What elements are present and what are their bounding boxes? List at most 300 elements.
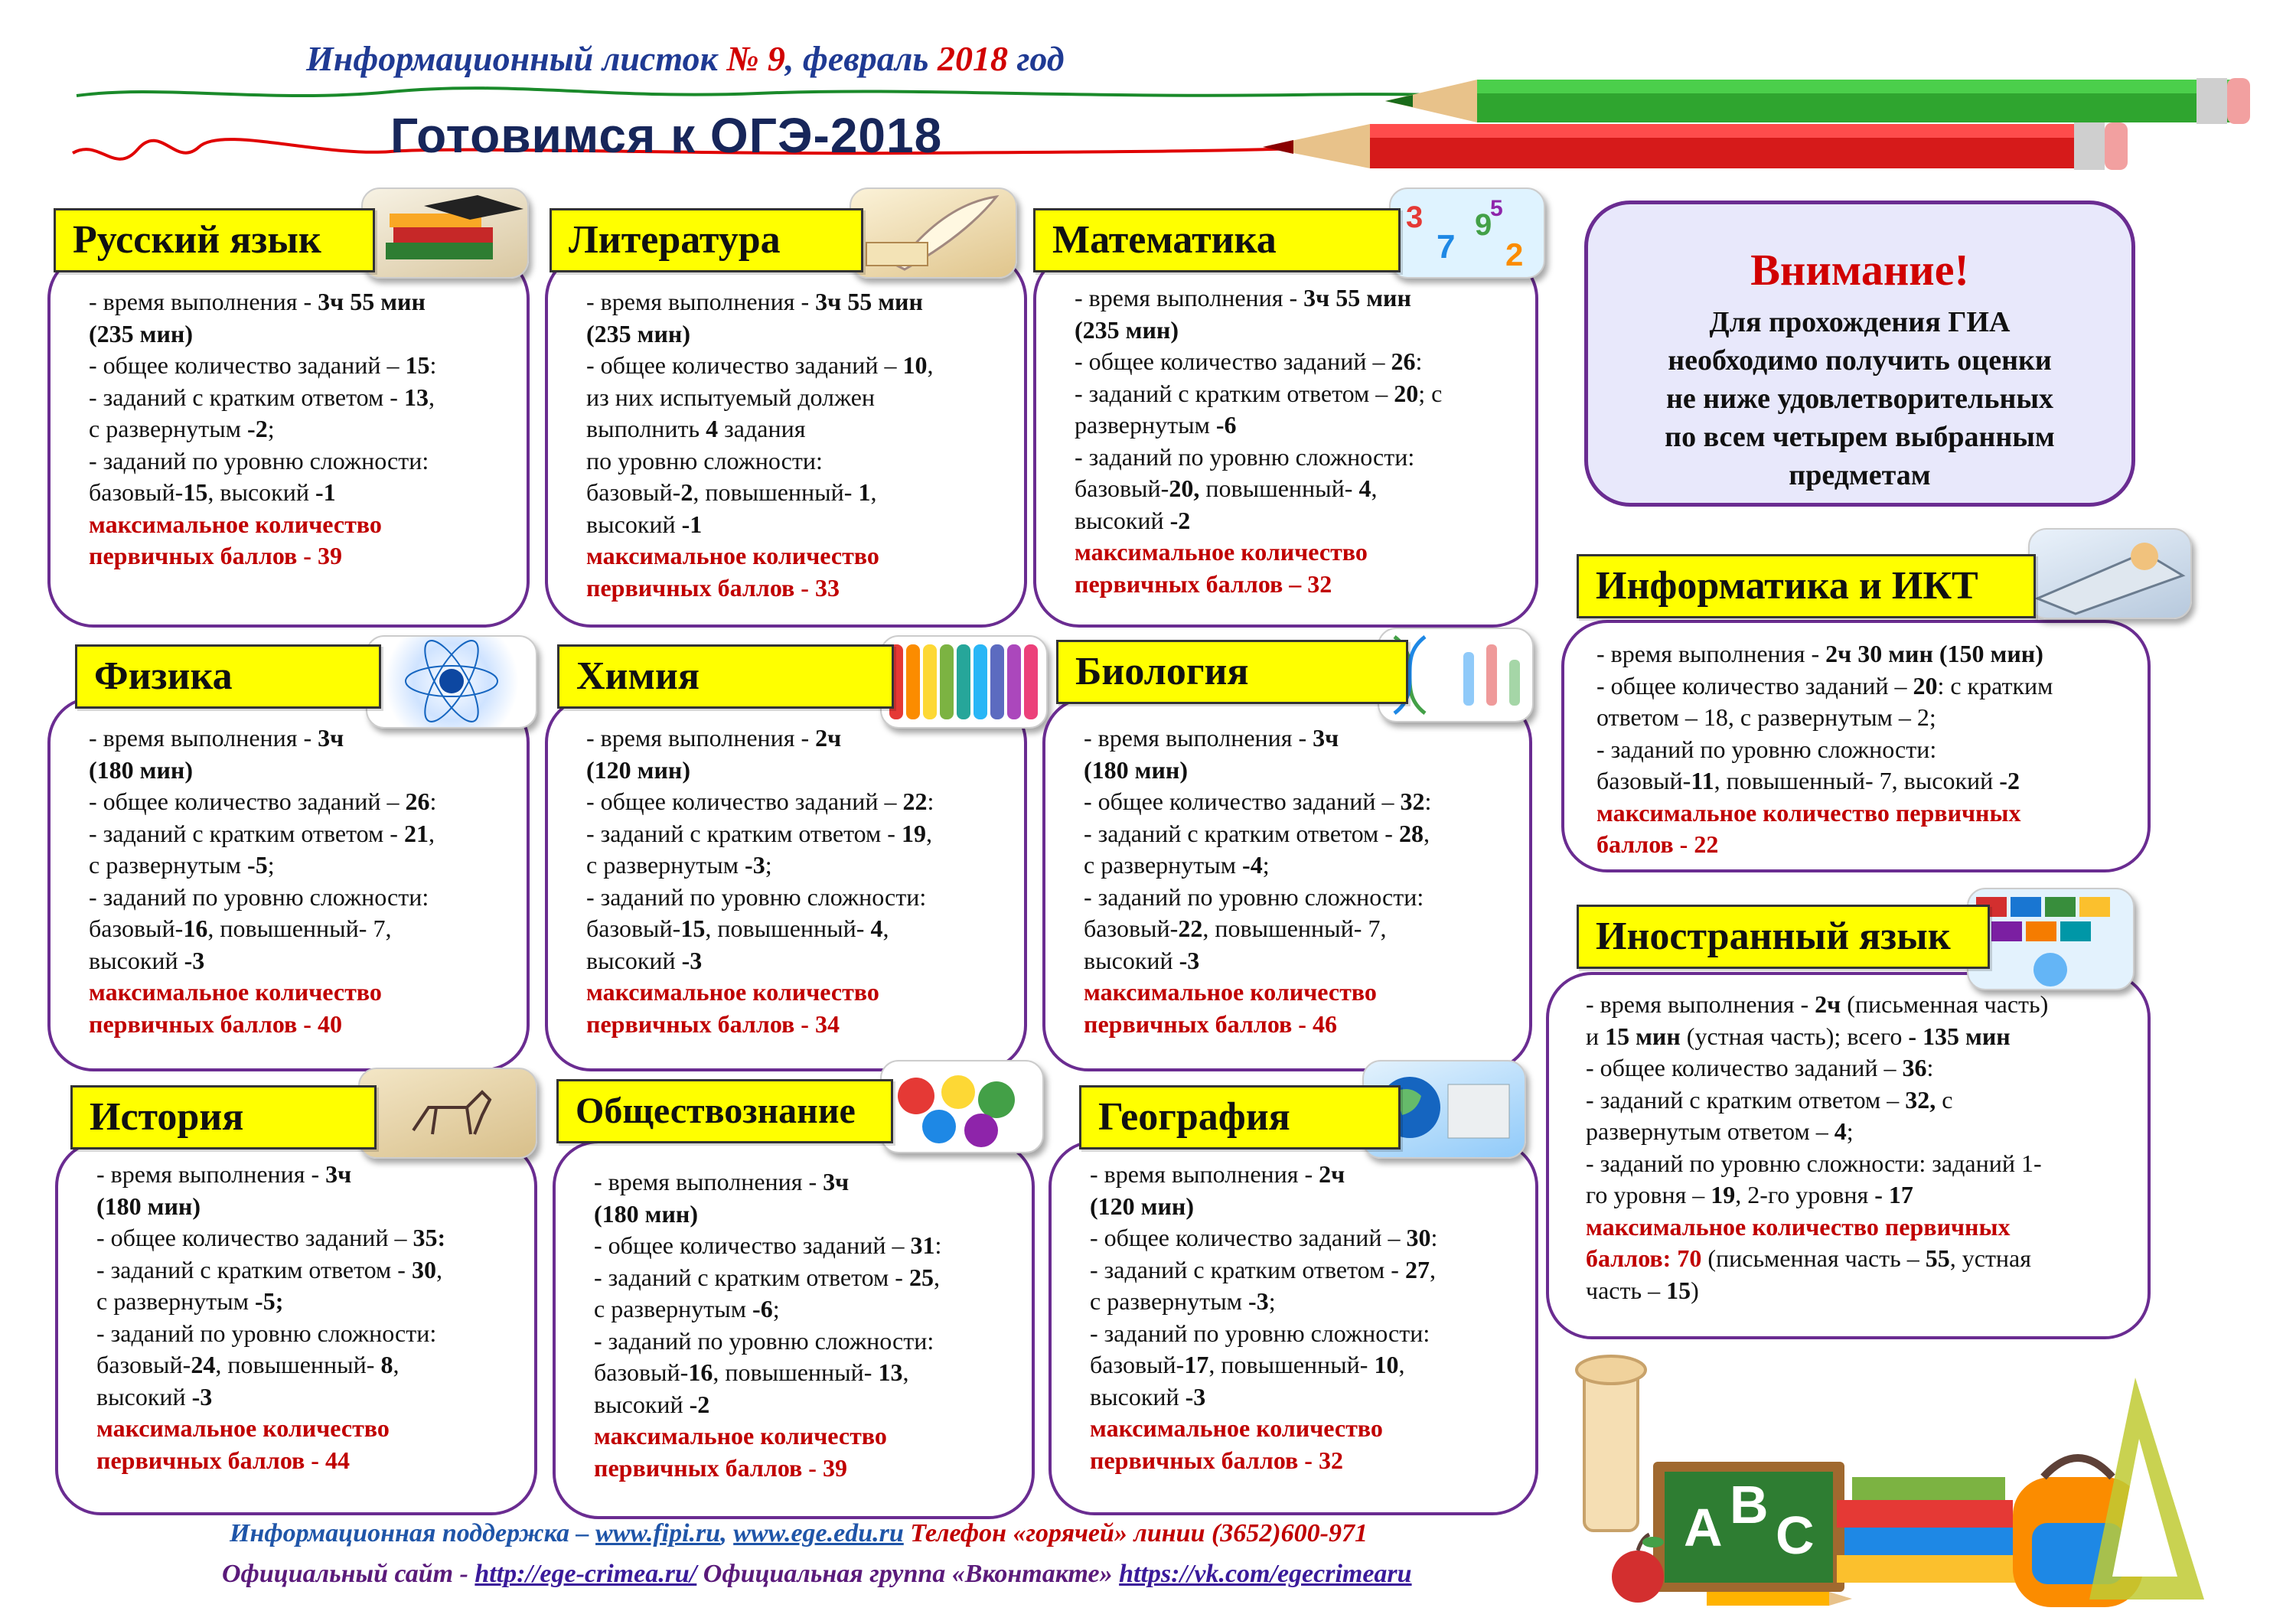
- card-line: [594, 1230, 1009, 1262]
- card-line: [1090, 1318, 1512, 1350]
- footer-support-line: Информационная поддержка – www.fipi.ru, www.ege.edu.ru Телефон «горячей» линии (3652)600-971: [230, 1519, 1368, 1547]
- card-text: -2: [689, 1390, 710, 1418]
- card-line: [89, 477, 504, 509]
- card-informatics: [1561, 620, 2151, 872]
- card-text: - заданий по уровню сложности:: [1084, 882, 1424, 911]
- card-text: -2: [247, 415, 268, 442]
- card-text: (120 мин): [586, 755, 690, 784]
- card-line: [1075, 282, 1512, 315]
- card-text: ,: [870, 478, 877, 506]
- card-text: -4: [1242, 851, 1263, 879]
- card-text: повышенный-: [1199, 474, 1359, 502]
- card-text: ;: [765, 851, 772, 879]
- card-text: 16: [688, 1358, 713, 1386]
- link-ege-edu[interactable]: www.ege.edu.ru: [733, 1519, 904, 1547]
- card-social: [553, 1140, 1035, 1519]
- card-text: часть –: [1586, 1276, 1667, 1304]
- card-text: базовый-: [96, 1351, 191, 1378]
- card-line: [1586, 1116, 2125, 1148]
- card-text: -1: [681, 510, 703, 538]
- card-line: [594, 1453, 1009, 1485]
- card-line: [586, 382, 1001, 414]
- card-line: [586, 477, 1001, 509]
- card-text: - 17: [1874, 1181, 1913, 1208]
- card-line: [1075, 536, 1512, 569]
- card-text: 13: [403, 383, 429, 411]
- card-line: [586, 286, 1001, 318]
- card-text: 19: [1711, 1181, 1736, 1208]
- card-text: , повышенный-: [713, 1358, 879, 1386]
- max-score-text: первичных баллов - 46: [1084, 1009, 1337, 1038]
- card-line: [586, 755, 1001, 787]
- card-text: 8: [380, 1351, 393, 1378]
- card-text: - время выполнения -: [89, 724, 318, 752]
- card-text: задания: [718, 415, 806, 442]
- card-text: -6: [1215, 411, 1237, 439]
- atom-icon: [366, 635, 537, 729]
- card-text: -2: [1169, 506, 1191, 534]
- card-text: высокий: [89, 946, 184, 974]
- card-text: базовый-: [1090, 1351, 1185, 1378]
- card-text: , повышенный-: [705, 915, 871, 942]
- tab-physics: Физика: [75, 644, 381, 709]
- card-line: [89, 977, 504, 1009]
- scroll-icon: [1577, 1356, 1645, 1531]
- card-text: ;: [1262, 851, 1270, 879]
- card-text: ): [1691, 1276, 1699, 1304]
- card-line: [1090, 1159, 1512, 1191]
- card-text: - общее количество заданий –: [1586, 1054, 1903, 1081]
- card-text: :: [1926, 1054, 1934, 1081]
- max-score-text: максимальное количество: [96, 1414, 390, 1442]
- card-line: [96, 1413, 511, 1445]
- card-text: - время выполнения -: [1090, 1160, 1319, 1188]
- max-score-text: максимальное количество: [586, 542, 879, 569]
- card-text: 17: [1184, 1351, 1209, 1378]
- tab-math: Математика: [1033, 208, 1401, 272]
- max-score-text: первичных баллов - 39: [594, 1453, 847, 1482]
- card-text: 26: [1391, 347, 1416, 375]
- card-text: 32: [1400, 788, 1425, 815]
- card-line: [594, 1357, 1009, 1389]
- card-line: [1075, 409, 1512, 442]
- card-text: 4: [1358, 474, 1371, 502]
- card-math-body: [1075, 282, 1512, 600]
- keyboard-icon: [2028, 528, 2192, 619]
- card-line: [1596, 797, 2125, 830]
- card-line: [594, 1293, 1009, 1326]
- card-text: (180 мин): [96, 1192, 201, 1220]
- card-text: , высокий: [207, 478, 315, 506]
- card-text: - общее количество заданий –: [96, 1224, 413, 1251]
- card-text: с развернутым: [1090, 1287, 1249, 1315]
- card-line: [586, 850, 1001, 882]
- card-line: [1090, 1413, 1512, 1445]
- card-text: 4: [1834, 1117, 1847, 1145]
- attention-box: [1584, 201, 2135, 507]
- card-text: базовый-: [1075, 474, 1169, 502]
- card-text: 32,: [1905, 1085, 1936, 1114]
- card-text: с развернутым: [1084, 851, 1243, 879]
- card-line: [89, 509, 504, 541]
- card-text: ;: [1846, 1117, 1854, 1145]
- card-text: 21: [403, 819, 429, 847]
- svg-text:3: 3: [1406, 201, 1424, 234]
- card-text: базовый-: [586, 478, 681, 506]
- card-line: [594, 1389, 1009, 1421]
- card-line: [1084, 913, 1506, 945]
- max-score-text: первичных баллов - 44: [96, 1446, 350, 1474]
- card-text: 35:: [413, 1224, 446, 1251]
- card-text: -3: [1185, 1382, 1206, 1410]
- tab-history: История: [70, 1085, 377, 1150]
- card-line: [1075, 505, 1512, 537]
- card-text: 2: [680, 478, 693, 506]
- card-line: [1084, 945, 1506, 977]
- max-score-text: максимальное количество: [1090, 1414, 1383, 1442]
- tab-russian: Русский язык: [54, 208, 375, 272]
- card-biology-body: [1084, 722, 1506, 1040]
- card-text: высокий: [96, 1382, 192, 1410]
- card-text: 55: [1925, 1244, 1950, 1272]
- card-text: - заданий по уровню сложности:: [594, 1326, 934, 1355]
- card-text: - общее количество заданий –: [594, 1231, 911, 1259]
- max-score-text: максимальное количество: [586, 978, 879, 1006]
- card-text: - заданий по уровню сложности:: [89, 446, 429, 474]
- card-line: [1084, 722, 1506, 755]
- link-official-site[interactable]: http://ege-crimea.ru/: [475, 1560, 697, 1588]
- card-text: 31: [910, 1231, 935, 1259]
- card-line: [96, 1159, 511, 1191]
- card-literature-body: [586, 286, 1001, 604]
- tab-literature: Литература: [550, 208, 863, 272]
- card-text: базовый-: [89, 915, 184, 942]
- pencil-icon: [1707, 1592, 1852, 1606]
- card-text: 20,: [1169, 474, 1200, 502]
- card-line: [1084, 818, 1506, 850]
- card-text: ,: [428, 819, 435, 847]
- card-text: -2: [1999, 767, 2020, 794]
- link-vk-group[interactable]: https://vk.com/egecrimearu: [1119, 1560, 1412, 1588]
- card-text: -3: [1179, 946, 1200, 974]
- card-text: ,: [435, 1255, 442, 1283]
- card-text: (235 мин): [1075, 315, 1179, 344]
- max-score-text: баллов: 70: [1586, 1244, 1702, 1272]
- tab-informatics: Информатика и ИКТ: [1577, 554, 2036, 618]
- card-text: :: [934, 1231, 942, 1259]
- tab-geography: География: [1079, 1085, 1401, 1150]
- card-line: [1084, 977, 1506, 1009]
- card-chemistry: [545, 696, 1027, 1071]
- card-text: - общее количество заданий –: [1596, 671, 1913, 699]
- card-line: [586, 913, 1001, 945]
- card-text: высокий: [1090, 1382, 1186, 1410]
- footer-site-line: Официальный сайт - http://ege-crimea.ru/ Официальная группа «Вконтакте» https://vk.com/egecrimearu: [222, 1560, 1412, 1588]
- card-line: [586, 318, 1001, 351]
- card-line: [1596, 638, 2125, 670]
- card-text: : с кратким: [1937, 671, 2053, 699]
- card-line: [96, 1222, 511, 1254]
- card-russian-body: [89, 286, 504, 572]
- card-text: 13: [878, 1358, 903, 1386]
- card-line: [586, 350, 1001, 382]
- max-score-text: максимальное количество: [89, 978, 382, 1006]
- card-text: , повышенный-: [215, 1351, 381, 1378]
- card-line: [89, 1009, 504, 1041]
- card-line: [1586, 989, 2125, 1021]
- card-text: с развернутым: [594, 1295, 753, 1322]
- card-text: - время выполнения -: [1586, 990, 1815, 1018]
- card-text: , повышенный- 7,: [1202, 915, 1387, 942]
- card-line: [1596, 670, 2125, 703]
- card-text: (письменная часть –: [1701, 1244, 1926, 1272]
- card-line: [1586, 1084, 2125, 1117]
- card-line: [586, 1009, 1001, 1041]
- card-text: высокий: [594, 1390, 690, 1418]
- card-line: [89, 945, 504, 977]
- card-text: (устная часть); всего: [1680, 1022, 1909, 1050]
- card-line: [89, 850, 504, 882]
- card-history-body: [96, 1159, 511, 1476]
- card-text: 3ч 55 мин: [815, 288, 923, 315]
- card-text: - время выполнения -: [594, 1168, 823, 1195]
- card-text: ;: [267, 415, 275, 442]
- card-text: го уровня –: [1586, 1181, 1711, 1208]
- ancient-drawing-icon: [358, 1068, 537, 1159]
- card-line: [89, 413, 504, 445]
- card-text: -5: [247, 851, 268, 879]
- board-letter-b: B: [1730, 1475, 1769, 1534]
- attention-text: Для прохождения ГИА необходимо получить оценки не ниже удовлетворительных по всем четырем выбранным предметам: [1665, 306, 2055, 491]
- card-line: [594, 1166, 1009, 1198]
- card-text: - время выполнения -: [89, 288, 318, 315]
- apple-icon: [1612, 1534, 1664, 1603]
- card-text: 30: [1406, 1224, 1431, 1251]
- card-text: ,: [393, 1351, 400, 1378]
- issue-line: Информационный листок № 9, февраль 2018 год: [306, 39, 1065, 78]
- svg-text:2: 2: [1505, 236, 1524, 272]
- card-text: - заданий по уровню сложности:: [89, 882, 429, 911]
- card-text: - заданий по уровню сложности:: [1090, 1319, 1430, 1347]
- card-text: - время выполнения -: [1596, 640, 1826, 667]
- card-text: - заданий с кратким ответом -: [96, 1255, 412, 1283]
- card-text: 4: [706, 415, 719, 442]
- card-line: [1084, 1009, 1506, 1041]
- card-line: [1075, 473, 1512, 505]
- card-text: (письменная часть): [1841, 990, 2049, 1018]
- card-text: с развернутым: [89, 415, 248, 442]
- card-line: [1075, 378, 1512, 410]
- card-line: [1090, 1445, 1512, 1477]
- card-text: -3: [184, 946, 205, 974]
- card-text: :: [927, 788, 934, 815]
- card-text: -3: [681, 946, 703, 974]
- card-text: 3ч: [318, 724, 344, 752]
- card-text: ,: [428, 383, 435, 411]
- stacked-books-icon: [1837, 1477, 2020, 1583]
- card-text: - 135 мин: [1908, 1022, 2011, 1050]
- card-line: [89, 818, 504, 850]
- card-geography: [1049, 1140, 1538, 1515]
- card-text: - заданий с кратким ответом -: [89, 819, 404, 847]
- card-text: (180 мин): [594, 1199, 698, 1228]
- card-line: [96, 1254, 511, 1286]
- card-text: - заданий с кратким ответом -: [1084, 819, 1399, 847]
- card-text: 30: [411, 1255, 436, 1283]
- card-line: [1084, 755, 1506, 787]
- card-text: - общее количество заданий –: [89, 788, 406, 815]
- card-text: 10: [902, 351, 928, 379]
- card-foreign-body: [1586, 989, 2125, 1306]
- card-text: ,: [933, 1263, 940, 1291]
- card-line: [586, 445, 1001, 478]
- card-line: [96, 1191, 511, 1223]
- card-line: [1586, 1243, 2125, 1275]
- card-line: [1090, 1286, 1512, 1318]
- card-line: [89, 786, 504, 818]
- card-text: с развернутым: [586, 851, 745, 879]
- tab-social: Обществознание: [556, 1079, 893, 1143]
- card-text: 15: [680, 915, 706, 942]
- card-text: 3ч: [325, 1160, 352, 1188]
- card-text: высокий: [586, 946, 682, 974]
- card-line: [89, 382, 504, 414]
- card-text: - заданий с кратким ответом –: [1075, 379, 1394, 407]
- card-line: [1090, 1222, 1512, 1254]
- card-text: базовый-: [586, 915, 681, 942]
- card-line: [594, 1420, 1009, 1453]
- chalkboard-icon: [1653, 1462, 1844, 1592]
- card-line: [1084, 786, 1506, 818]
- card-line: [1090, 1191, 1512, 1223]
- card-text: ;: [772, 1295, 780, 1322]
- card-text: ,: [1423, 819, 1430, 847]
- card-text: ,: [882, 915, 889, 942]
- card-line: [89, 350, 504, 382]
- card-text: ; с: [1418, 379, 1443, 407]
- card-text: 15: [405, 351, 430, 379]
- card-text: 26: [405, 788, 430, 815]
- card-text: (120 мин): [1090, 1192, 1194, 1220]
- card-russian: [47, 253, 530, 628]
- card-text: - общее количество заданий –: [1090, 1224, 1407, 1251]
- card-text: - заданий с кратким ответом -: [1090, 1255, 1405, 1283]
- card-text: - время выполнения -: [1075, 284, 1304, 311]
- card-text: 24: [191, 1351, 216, 1378]
- card-line: [1586, 1211, 2125, 1244]
- max-score-text: баллов - 22: [1596, 830, 1719, 858]
- card-text: 36: [1902, 1054, 1927, 1081]
- card-line: [89, 913, 504, 945]
- card-line: [89, 286, 504, 318]
- card-text: 28: [1398, 819, 1424, 847]
- card-line: [1090, 1381, 1512, 1414]
- card-text: с развернутым: [89, 851, 248, 879]
- board-letter-a: A: [1684, 1498, 1723, 1557]
- card-line: [1586, 1179, 2125, 1211]
- card-line: [594, 1326, 1009, 1358]
- card-line: [1075, 442, 1512, 474]
- card-text: -3: [191, 1382, 213, 1410]
- card-line: [586, 786, 1001, 818]
- card-text: ,: [1398, 1351, 1405, 1378]
- card-text: 2ч: [1319, 1160, 1345, 1188]
- card-text: ,: [925, 819, 932, 847]
- issue-year: 2018: [937, 39, 1008, 78]
- card-line: [96, 1318, 511, 1350]
- card-text: , повышенный-: [693, 478, 859, 506]
- card-text: 15 мин: [1605, 1022, 1681, 1050]
- card-text: , повышенный- 7,: [207, 915, 392, 942]
- card-text: ,: [1371, 474, 1378, 502]
- hotline-text: Телефон «горячей» линии (3652)600-971: [903, 1519, 1368, 1547]
- card-text: -3: [745, 851, 765, 879]
- link-fipi[interactable]: www.fipi.ru: [595, 1519, 721, 1547]
- card-text: 3ч 55 мин: [1303, 284, 1411, 311]
- board-letter-c: C: [1776, 1505, 1815, 1565]
- card-text: - заданий по уровню сложности:: [1075, 442, 1415, 471]
- card-social-body: [594, 1166, 1009, 1484]
- card-line: [1090, 1349, 1512, 1381]
- card-line: [89, 755, 504, 787]
- card-text: высокий: [586, 510, 682, 538]
- card-line: [594, 1198, 1009, 1231]
- card-text: 20: [1394, 379, 1419, 407]
- card-text: с развернутым: [96, 1287, 256, 1315]
- card-text: :: [1415, 347, 1423, 375]
- max-score-text: максимальное количество: [1075, 538, 1368, 566]
- card-line: [1586, 1052, 2125, 1084]
- card-line: [586, 882, 1001, 914]
- card-line: [96, 1445, 511, 1477]
- card-text: -5;: [255, 1287, 284, 1315]
- card-text: - заданий по уровню сложности:: [1596, 735, 1937, 763]
- card-physics-body: [89, 722, 504, 1040]
- card-text: ,: [902, 1358, 909, 1386]
- card-text: 16: [183, 915, 208, 942]
- card-line: [1586, 1148, 2125, 1180]
- card-text: , повышенный- 7, высокий: [1714, 767, 2000, 794]
- card-text: - общее количество заданий –: [89, 351, 406, 379]
- card-text: 4: [870, 915, 883, 942]
- card-literature: [545, 253, 1027, 628]
- card-physics: [47, 696, 530, 1071]
- card-foreign: [1546, 972, 2151, 1339]
- green-wave-line: [77, 88, 1446, 101]
- max-score-text: первичных баллов - 40: [89, 1009, 342, 1038]
- puzzle-gears-icon: [880, 1060, 1044, 1153]
- card-text: (235 мин): [89, 319, 193, 347]
- attention-title: Внимание!: [1750, 245, 1969, 295]
- card-text: - время выполнения -: [586, 724, 816, 752]
- max-score-text: максимальное количество: [594, 1422, 887, 1450]
- max-score-text: первичных баллов - 39: [89, 542, 342, 569]
- card-biology: [1042, 696, 1532, 1071]
- max-score-text: первичных баллов - 34: [586, 1009, 840, 1038]
- card-line: [586, 509, 1001, 541]
- svg-text:7: 7: [1437, 228, 1456, 266]
- max-score-text: первичных баллов - 32: [1090, 1446, 1343, 1474]
- card-text: 1: [858, 478, 871, 506]
- card-line: [1084, 850, 1506, 882]
- card-text: 27: [1404, 1255, 1430, 1283]
- card-line: [586, 818, 1001, 850]
- card-text: -3: [1248, 1287, 1269, 1315]
- flags-globe-icon: [1967, 888, 2135, 990]
- svg-text:9: 9: [1475, 208, 1492, 242]
- card-text: 22: [902, 788, 928, 815]
- school-supplies-illustration: [1554, 1347, 2212, 1615]
